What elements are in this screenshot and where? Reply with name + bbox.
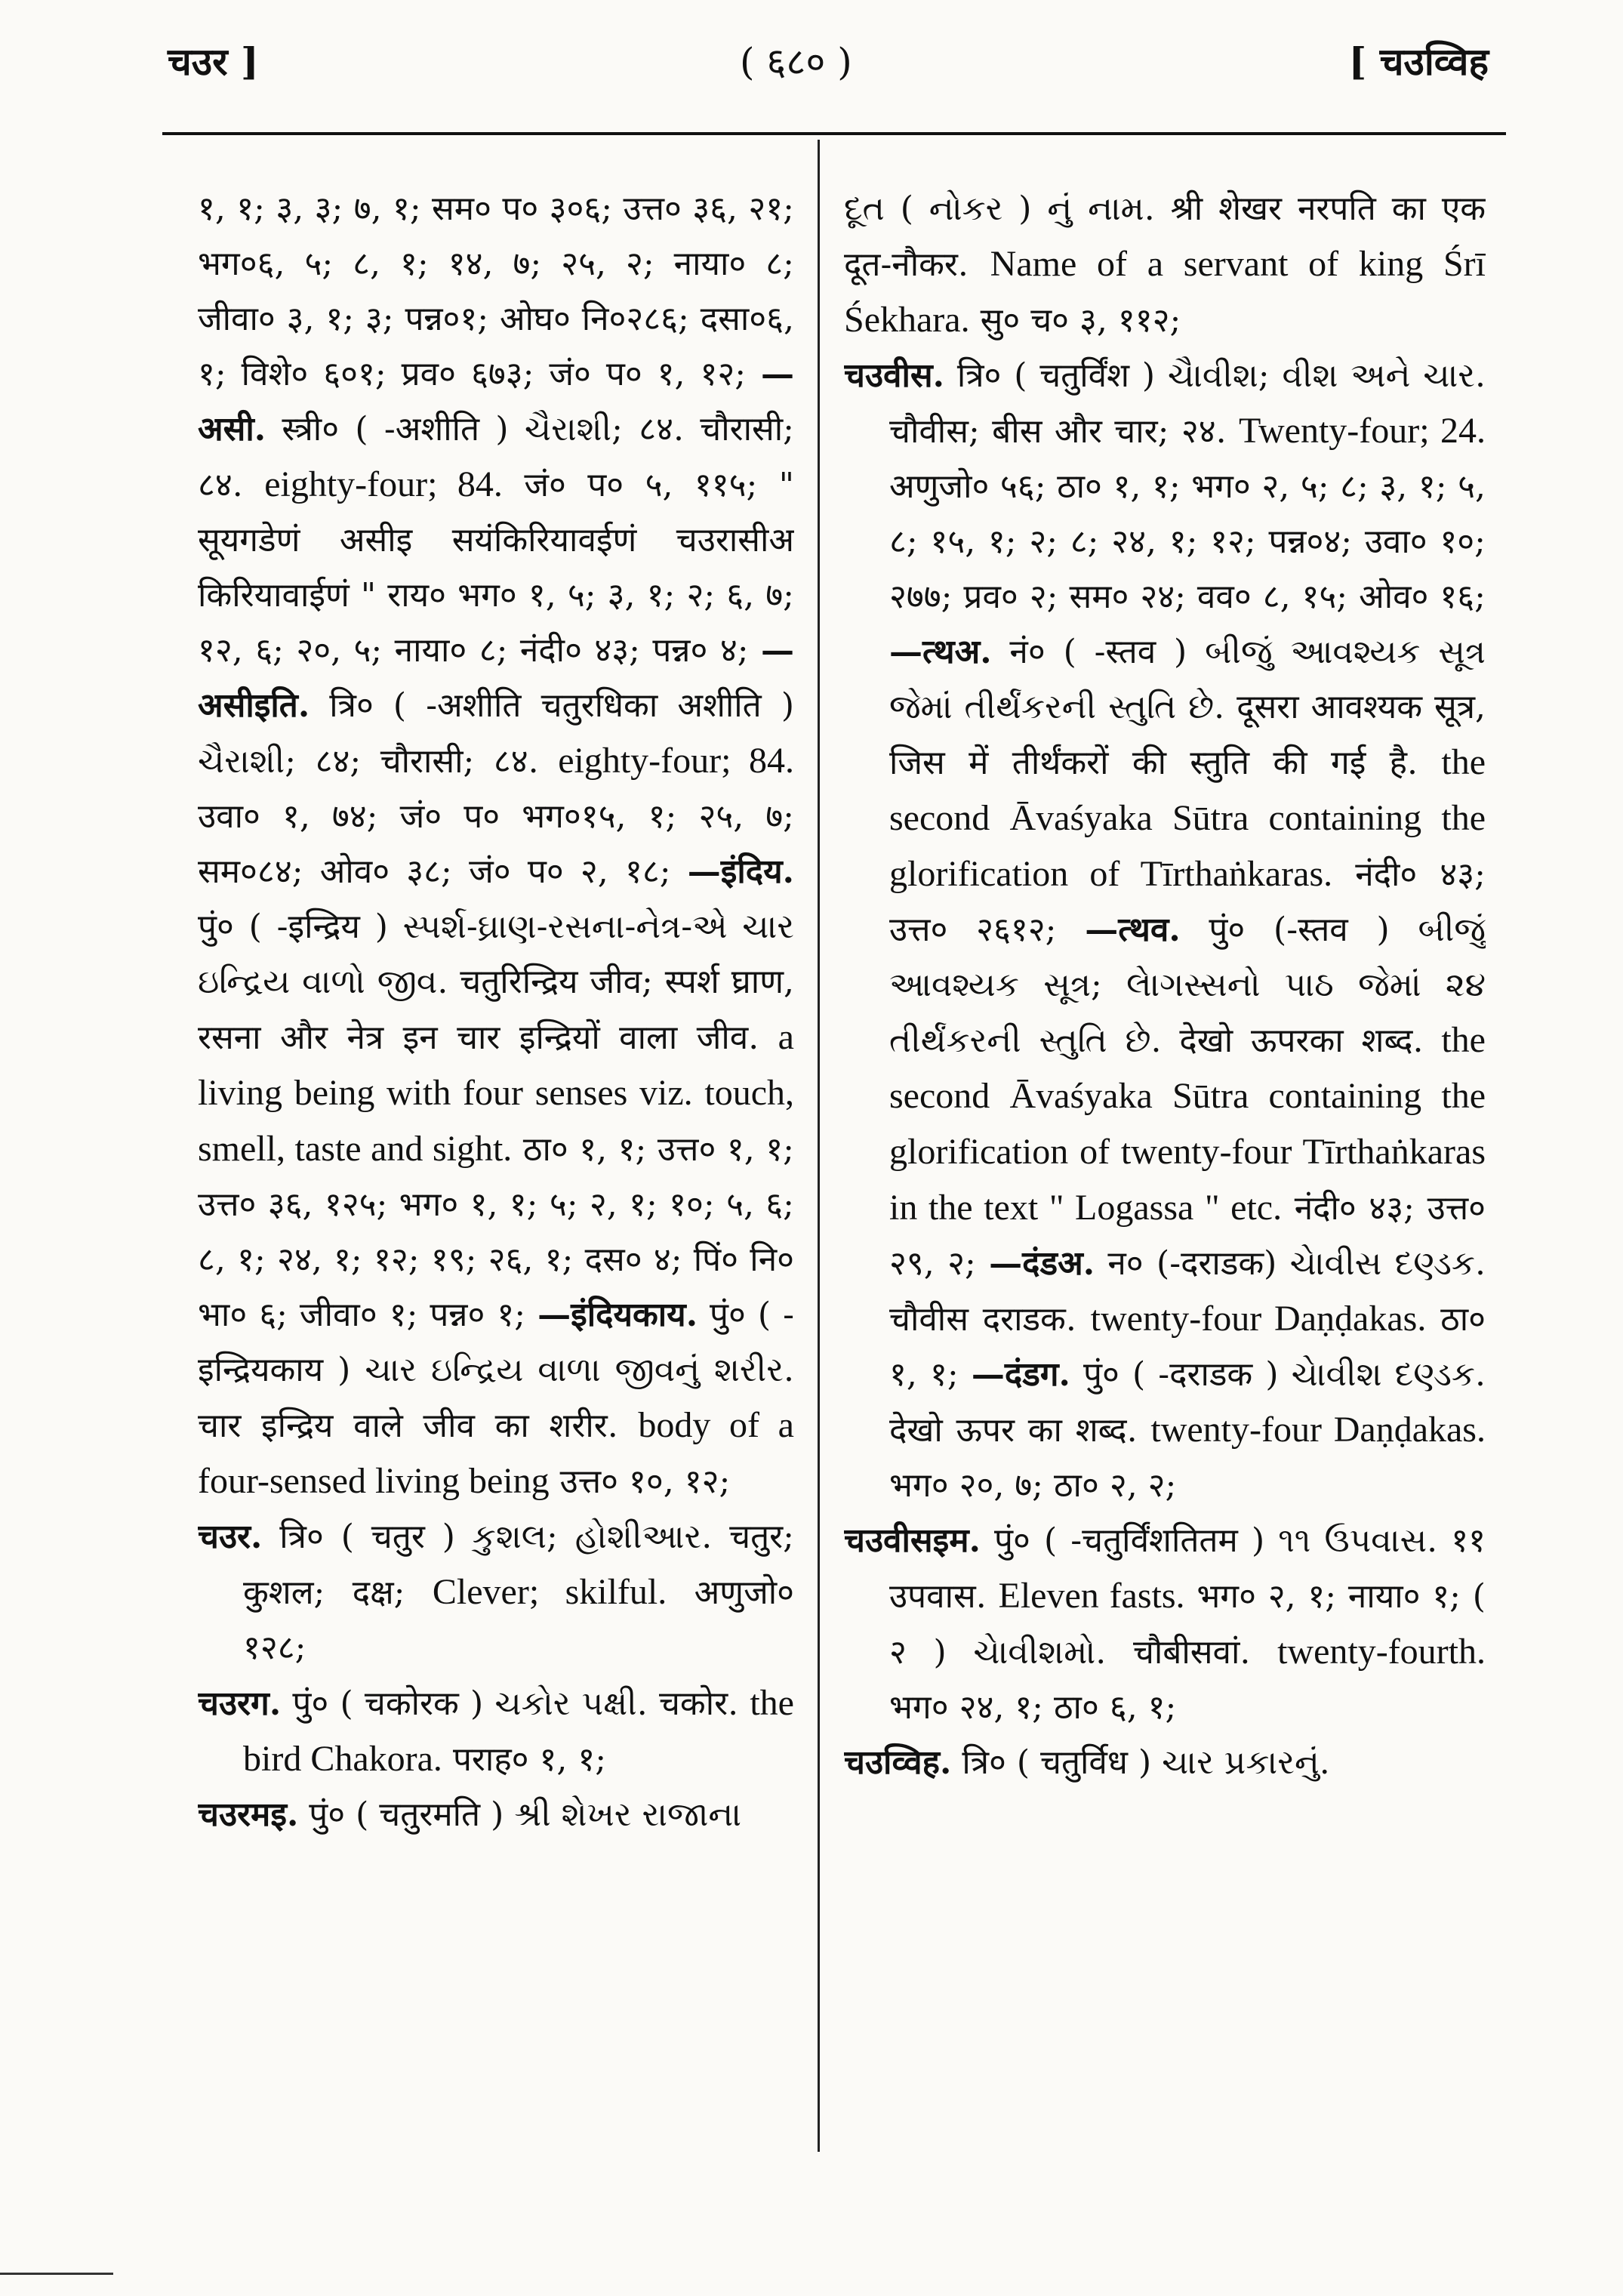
entry-references: अणुजो० ५६; ठा० १, १; भग० २, ५; ८; ३, १; ५, ८; १५, १; २; ८; २४, १; १२; पन्न०४; उवा० १०; २७७; प्रव० २; सम० २४; वव० ८, १५; ओव० १६; bbox=[889, 467, 1486, 616]
entry-english-gloss: eighty-four; 84. bbox=[558, 741, 794, 781]
entry-english-gloss: the second Āvaśyaka Sūtra containing the glorification of Tīrthaṅkaras. bbox=[889, 742, 1486, 894]
subentry-headword: —त्थव. bbox=[1085, 911, 1181, 949]
entry-references: नंदी० ४३; उत्त० २६१२; bbox=[889, 855, 1486, 949]
entry-grammar: पुं० ( -चतुर्विंशतितम ) ૧૧ ઉપવાસ. ११ उपवास. bbox=[889, 1521, 1486, 1616]
entry-references: जं० प० ५, ११५; " सूयगडेणं असीइ सयंकिरियावईणं चउरासीअ किरियावाईणं " राय० भग० १, ५; ३, १; २; ६, ७; १२, ६; २०, ५; नाया० ८; नंदी० ४३; पन्न० ४; bbox=[198, 466, 794, 670]
column-divider bbox=[818, 140, 820, 2152]
right-column bbox=[844, 181, 1486, 2182]
entry-grammar: पुं० (-स्तव ) બીજું આવશ્યક સૂત્ર; લેાગસ્સનો પાઠ જેમાં ૨૪ તીર્થંકરની સ્તુતિ છે. देखो ऊपरका शब्द. bbox=[889, 911, 1486, 1060]
entry-references: पराह० १, १; bbox=[452, 1740, 607, 1779]
subentry-headword: —दंडअ. bbox=[989, 1244, 1095, 1283]
entry-references: सु० च० ३, ११२; bbox=[980, 301, 1181, 340]
dictionary-entry bbox=[198, 1787, 794, 1842]
entry-english-gloss: Eleven fasts. bbox=[998, 1576, 1185, 1616]
entry-grammar: त्रि० ( चतुर ) કુશલ; હોશીઆર. चतुर; कुशल; दक्ष; bbox=[243, 1518, 794, 1612]
entry-english-gloss: twenty-four Daṇḍakas. bbox=[1150, 1410, 1486, 1450]
dictionary-entry bbox=[198, 1509, 794, 1675]
header-rule bbox=[162, 132, 1506, 135]
entry-headword: चउवीसइम. bbox=[844, 1521, 981, 1560]
entry-references: १, १; ३, ३; ७, १; सम० प० ३०६; उत्त० ३६, २१; भग०६, ५; ८, १; १४, ७; २५, २; नाया० ८; जीवा० ३, १; ३; पन्न०१; ओघ० नि०२८६; दसा०६, १; विशे० ६०१; प्रव० ६७३; जं० प० १, १२; bbox=[198, 190, 794, 393]
entry-grammar: पुं० ( -इन्द्रिय ) સ્પર્શ-ઘ્રાણ-રસના-નેત્ર-એ ચાર ઇન્દ્રિય વાળો જીવ. चतुरिन्द्रिय जीव; स्पर्श घ्राण, रसना और नेत्र इन चार इन्द्रियों वाला जीव. bbox=[198, 908, 794, 1057]
entry-references: भग० २, १; नाया० १; ( २ ) ચેાવીશમો. चौबीसवां. bbox=[889, 1577, 1486, 1672]
bottom-edge-line bbox=[0, 2273, 113, 2275]
entry-english-gloss: a living being with four senses viz. touch, smell, taste and sight. bbox=[198, 1017, 794, 1169]
entry-english-gloss: the bird Chakora. bbox=[243, 1683, 794, 1779]
subentry-headword: —दंडग. bbox=[971, 1355, 1070, 1394]
subentry-headword: —इंदियकाय. bbox=[537, 1296, 698, 1334]
entry-grammar: त्रि० ( चतुर्विध ) ચાર પ્રકારનું. bbox=[962, 1743, 1330, 1782]
entry-grammar: नं० ( -स्तव ) બીજું આવશ્યક સૂત્ર જેમાં તીર્થંકરની સ્તુતિ છે. दूसरा आवश्यक सूत्र, जिस में तीर्थंकरों की स्तुति की गई है. bbox=[889, 633, 1486, 782]
entry-references: अणुजो० १२८; bbox=[243, 1573, 794, 1667]
entry-grammar: पुं० ( -दराडक ) ચેાવીશ દણ્ડક. देखो ऊपर का शब्द. bbox=[889, 1355, 1486, 1450]
subentry-headword: —असीइति. bbox=[198, 631, 794, 725]
entry-continuation bbox=[198, 181, 794, 1509]
header-left-guideword: चउर ] bbox=[168, 39, 259, 84]
dictionary-entry bbox=[844, 1513, 1486, 1735]
entry-english-gloss: the second Āvaśyaka Sūtra containing the glorification of twenty-four Tīrthaṅkaras in the text " Logassa " etc. bbox=[889, 1020, 1486, 1228]
entry-references: भग० २४, १; ठा० ६, १; bbox=[889, 1688, 1177, 1727]
entry-headword: चउव्विह. bbox=[844, 1743, 952, 1782]
entry-references: भग० २०, ७; ठा० २, २; bbox=[889, 1466, 1177, 1505]
entry-headword: चउरमइ. bbox=[198, 1795, 299, 1834]
entry-grammar: त्रि० ( -अशीति चतुरधिका अशीति ) ચૈરાશી; ८४; चौरासी; ८४. bbox=[198, 686, 794, 781]
entry-grammar: स्त्री० ( -अशीति ) ચૈરાશી; ८४. चौरासी; ८४. bbox=[198, 410, 794, 504]
entry-grammar: દૂત ( નોકર ) નું નામ. श्री शेखर नरपति का एक दूत-नौकर. bbox=[844, 190, 1486, 284]
entry-grammar: पुं० ( चतुरमति ) શ્રી શેખર રાજાના bbox=[309, 1795, 741, 1834]
subentry-headword: —त्थअ. bbox=[889, 633, 992, 671]
entry-headword: चउरग. bbox=[198, 1684, 282, 1723]
entry-english-gloss: body of a four-sensed living being bbox=[198, 1405, 794, 1501]
entry-references: ठा० १, १; bbox=[889, 1300, 1486, 1394]
entry-headword: चउर. bbox=[198, 1518, 263, 1556]
entry-grammar: न० (-दराडक) ચેાવીસ દણ્ડક. चौवीस दराडक. bbox=[889, 1244, 1486, 1339]
page-number: ( ६८० ) bbox=[740, 40, 852, 84]
entry-english-gloss: Clever; skilful. bbox=[432, 1572, 667, 1612]
header-right-guideword: [ चउव्विह bbox=[1348, 39, 1489, 84]
dictionary-entry bbox=[198, 1675, 794, 1787]
entry-grammar: पुं० ( -इन्द्रियकाय ) ચાર ઇન્દ્રિય વાળા જીવનું શરીર. चार इन्द्रिय वाले जीव का शरीर. bbox=[198, 1296, 794, 1445]
subentry-headword: —असी. bbox=[198, 355, 794, 448]
left-column bbox=[198, 181, 794, 2182]
entry-headword: चउवीस. bbox=[844, 356, 944, 395]
entry-grammar: त्रि० ( चतुर्विंश ) ચૈાવીશ; વીશ અને ચાર. चौवीस; बीस और चार; २४. bbox=[889, 356, 1486, 451]
entry-grammar: पुं० ( चकोरक ) ચકોર પક્ષી. चकोर. bbox=[292, 1684, 739, 1723]
entry-references: नंदी० ४३; उत्त० २९, २; bbox=[889, 1189, 1486, 1283]
entry-english-gloss: eighty-four; 84. bbox=[264, 464, 503, 504]
entry-continuation bbox=[844, 181, 1486, 348]
entry-references: ठा० १, १; उत्त० १, १; उत्त० ३६, १२५; भग० १, १; ५; २, १; १०; ५, ६; ८, १; २४, १; १२; १९; २६, १; दस० ४; पिं० नि० भा० ६; जीवा० १; पन्न० १; bbox=[198, 1130, 794, 1334]
dictionary-entry bbox=[844, 1735, 1486, 1790]
entry-english-gloss: Twenty-four; 24. bbox=[1239, 411, 1486, 451]
entry-references: उवा० १, ७४; जं० प० भग०१५, १; २५, ७; सम०८४; ओव० ३८; जं० प० २, १८; bbox=[198, 797, 794, 891]
subentry-headword: —इंदिय. bbox=[687, 852, 794, 891]
entry-english-gloss: twenty-fourth. bbox=[1277, 1632, 1486, 1672]
entry-english-gloss: Name of a servant of king Śrī Śekhara. bbox=[844, 244, 1486, 340]
dictionary-entry bbox=[844, 348, 1486, 1513]
entry-english-gloss: twenty-four Daṇḍakas. bbox=[1090, 1299, 1427, 1339]
entry-references: उत्त० १०, १२; bbox=[559, 1462, 731, 1501]
